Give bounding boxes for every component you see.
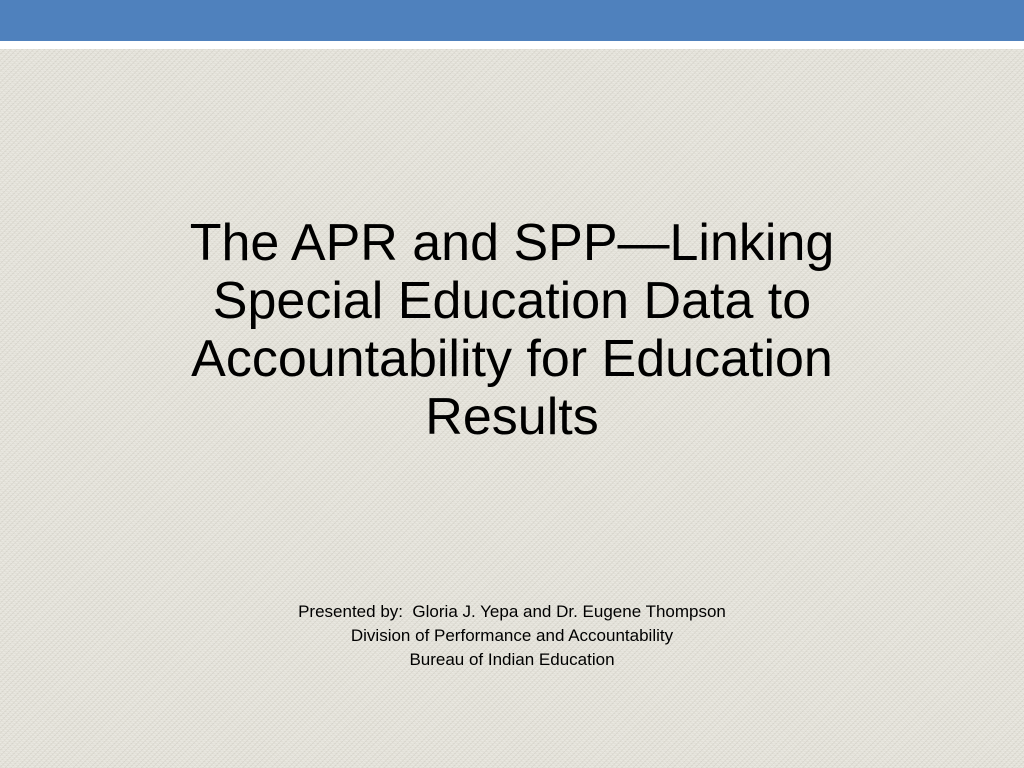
presenters-line: Presented by: Gloria J. Yepa and Dr. Eugene Thompson [298,602,726,621]
division-line: Division of Performance and Accountability [350,626,674,645]
slide-title: The APR and SPP—Linking Special Education Data to Accountability for Education Results [189,214,835,446]
accent-bar [0,0,1024,41]
slide-subtitle [160,600,864,672]
bureau-line: Bureau of Indian Education [409,650,615,669]
accent-bar-divider [0,41,1024,49]
